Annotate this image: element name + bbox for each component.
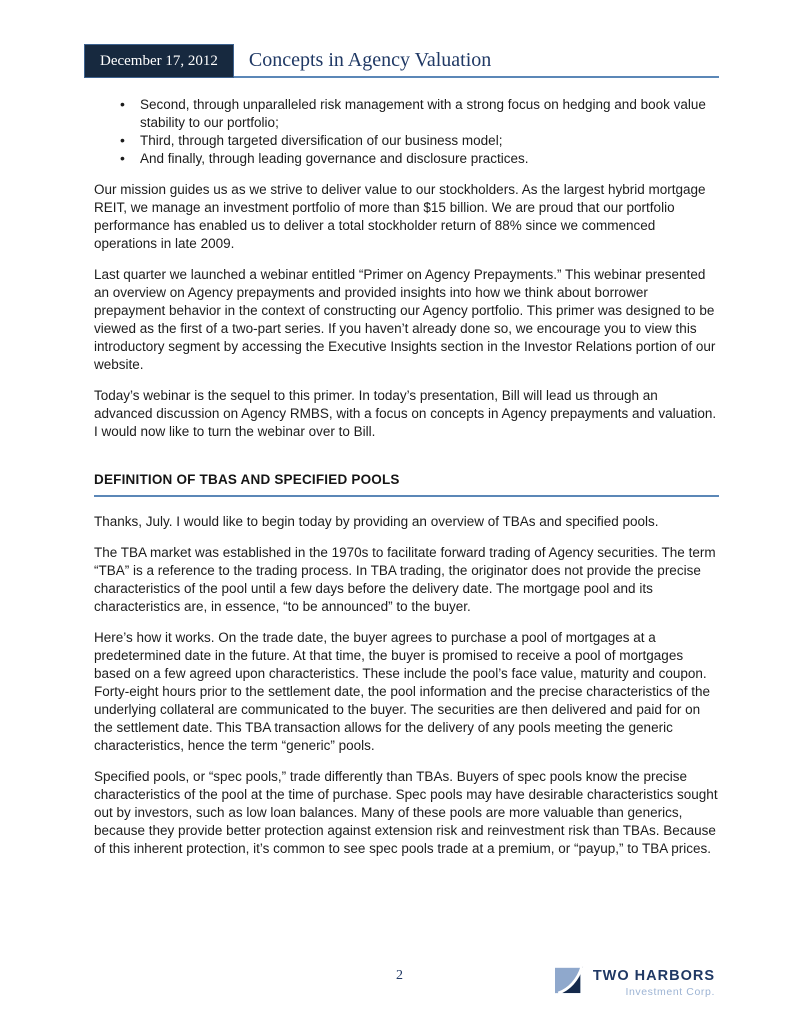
page-number: 2 — [396, 968, 403, 983]
paragraph: Last quarter we launched a webinar entitled “Primer on Agency Prepayments.” This webinar presented an overview on Agency prepayments and provided insights into how we think about borrower prepayment behavior in the context of constructing our Agency portfolio. This primer was designed to be viewed as the first of a two-part series. If you haven’t already done so, we encourage you to view this introductory segment by accessing the Executive Insights section in the Investor Relations portion of our website. — [94, 267, 716, 372]
date-badge — [84, 44, 234, 78]
bullet-icon: • — [120, 96, 125, 112]
list-item — [120, 132, 719, 150]
bullet-text: Third, through targeted diversification of our business model; — [140, 133, 503, 148]
list-item — [120, 96, 719, 132]
logo-subtitle: Investment Corp. — [625, 986, 715, 998]
paragraph: Thanks, July. I would like to begin today by providing an overview of TBAs and specified pools. — [94, 514, 659, 529]
two-harbors-logo-icon — [555, 964, 585, 996]
bullet-icon: • — [120, 132, 125, 148]
bullet-icon: • — [120, 150, 125, 166]
logo-text — [593, 964, 715, 998]
header-rule — [234, 44, 719, 78]
paragraph: The TBA market was established in the 1970s to facilitate forward trading of Agency securities. The term “TBA” is a reference to the trading process. In TBA trading, the originator does not provide the precise characteristics of the pool until a few days before the delivery date. The mortgage pool and its characteristics are, in essence, “to be announced” to the buyer. — [94, 545, 716, 614]
two-harbors-logo — [555, 964, 715, 998]
bullet-list — [94, 96, 719, 168]
paragraph: Today’s webinar is the sequel to this primer. In today’s presentation, Bill will lead us through an advanced discussion on Agency RMBS, with a focus on concepts in Agency prepayments and valuation. I would now like to turn the webinar over to Bill. — [94, 388, 717, 439]
paragraph: Our mission guides us as we strive to deliver value to our stockholders. As the largest hybrid mortgage REIT, we manage an investment portfolio of more than $15 billion. We are proud that our portfolio performance has enabled us to deliver a total stockholder return of 88% since we commenced operations in late 2009. — [94, 182, 706, 251]
section-heading: DEFINITION OF TBAS AND SPECIFIED POOLS — [94, 471, 719, 497]
document-body — [94, 96, 719, 871]
list-item — [120, 150, 719, 168]
paragraph: Here’s how it works. On the trade date, the buyer agrees to purchase a pool of mortgages at a predetermined date in the future. At that time, the buyer is promised to receive a pool of mortgages based on a few agreed upon characteristics. These include the pool’s face value, maturity and coupon. Forty-eight hours prior to the settlement date, the pool information and the precise characteristics of the underlying collateral are communicated to the buyer. The securities are then delivered and paid for on the settlement date. This TBA transaction allows for the delivery of any pools meeting the generic characteristics, hence the term “generic” pools. — [94, 630, 711, 753]
document-date: December 17, 2012 — [100, 52, 218, 69]
bullet-text: Second, through unparalleled risk management with a strong focus on hedging and book value stability to our portfolio; — [140, 97, 706, 130]
bullet-text: And finally, through leading governance and disclosure practices. — [140, 151, 529, 166]
page-header — [84, 44, 719, 78]
page-title: Concepts in Agency Valuation — [248, 48, 492, 71]
logo-name: TWO HARBORS — [592, 968, 715, 984]
paragraph: Specified pools, or “spec pools,” trade differently than TBAs. Buyers of spec pools know the precise characteristics of the pool at the time of purchase. Spec pools may have desirable characteristics sought out by investors, such as low loan balances. Many of these pools are more valuable than generics, because they provide better protection against extension risk and reinvestment risk than TBAs. Because of this inherent protection, it’s common to see spec pools trade at a premium, or “payup,” to TBA prices. — [94, 769, 718, 856]
